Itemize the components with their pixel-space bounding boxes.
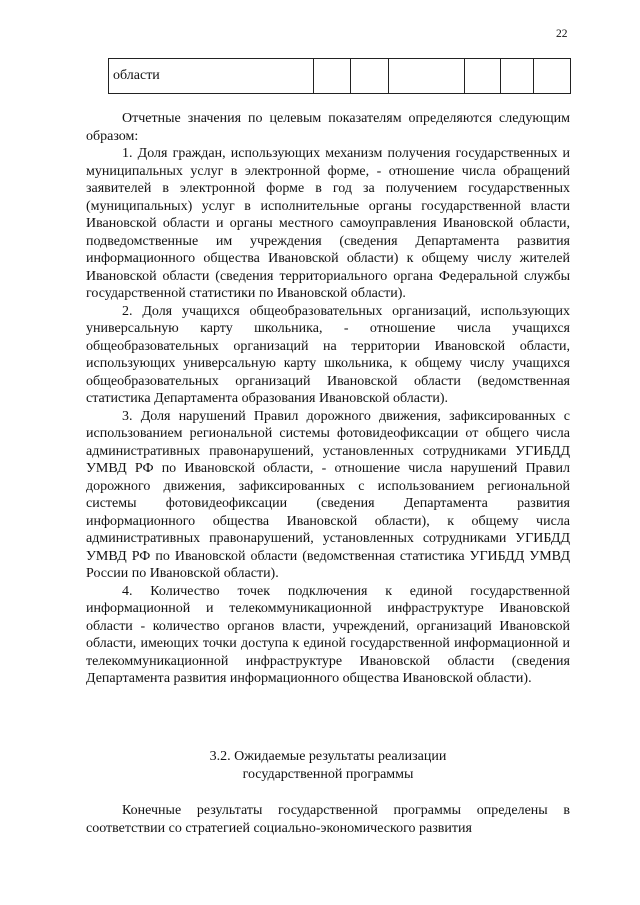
list-item: 2. Доля учащихся общеобразовательных организаций, использующих универсальную карту школьника, - отношение числа учащихся общеобразовательных организаций на территории Ивановской области, использующих универсальную карту школьника, к общему числу учащихся общеобразовательных организаций Ивановской области (ведомственная статистика Департамента образования Ивановской области). xyxy=(86,303,570,406)
table-cell xyxy=(534,59,571,94)
section-heading xyxy=(86,748,570,784)
table-cell xyxy=(351,59,389,94)
section-heading-line: государственной программы xyxy=(242,767,414,782)
page-number: 22 xyxy=(556,28,568,40)
section-heading-line: 3.2. Ожидаемые результаты реализации xyxy=(209,749,447,764)
table-cell xyxy=(314,59,351,94)
list-item: 1. Доля граждан, использующих механизм получения государственных и муниципальных услуг в электронной форме, - отношение числа обращений заявителей в электронной форме в год за получением государственных (муниципальных) услуг в исполнительные органы государственной власти Ивановской области и органы местного самоуправления Ивановской области, подведомственные им учреждения (сведения Департамента развития информационного общества Ивановской области) к общему числу жителей Ивановской области (сведения территориального органа Федеральной службы государственной статистики по Ивановской области). xyxy=(86,146,570,301)
intro-paragraph: Отчетные значения по целевым показателям определяются следующим образом: xyxy=(86,111,570,144)
table-cell: области xyxy=(109,59,314,94)
table-cell xyxy=(501,59,534,94)
list-item: 4. Количество точек подключения к единой государственной информационной и телекоммуникационной инфраструктуре Ивановской области - количество органов власти, учреждений, организаций Ивановской области, имеющих точки доступа к единой государственной информационной и телекоммуникационной инфраструктуре Ивановской области (сведения Департамента развития информационного общества Ивановской области). xyxy=(86,583,570,686)
indicator-definitions xyxy=(86,110,570,688)
table-row xyxy=(109,59,571,94)
table-fragment xyxy=(108,58,571,94)
closing-text xyxy=(86,802,570,837)
closing-paragraph: Конечные результаты государственной программы определены в соответствии со стратегией социально-экономического развития xyxy=(86,803,570,836)
list-item: 3. Доля нарушений Правил дорожного движения, зафиксированных с использованием региональной системы фотовидеофиксации от общего числа административных правонарушений, установленных сотрудниками УГИБДД УМВД РФ по Ивановской области, - отношение числа нарушений Правил дорожного движения, зафиксированных с использованием региональной системы фотовидеофиксации (сведения Департамента развития информационного общества Ивановской области), к общему числа административных правонарушений, установленных сотрудниками УГИБДД УМВД РФ по Ивановской области (ведомственная статистика УГИБДД УМВД России по Ивановской области). xyxy=(86,408,570,581)
table-cell xyxy=(465,59,501,94)
table-cell xyxy=(389,59,465,94)
